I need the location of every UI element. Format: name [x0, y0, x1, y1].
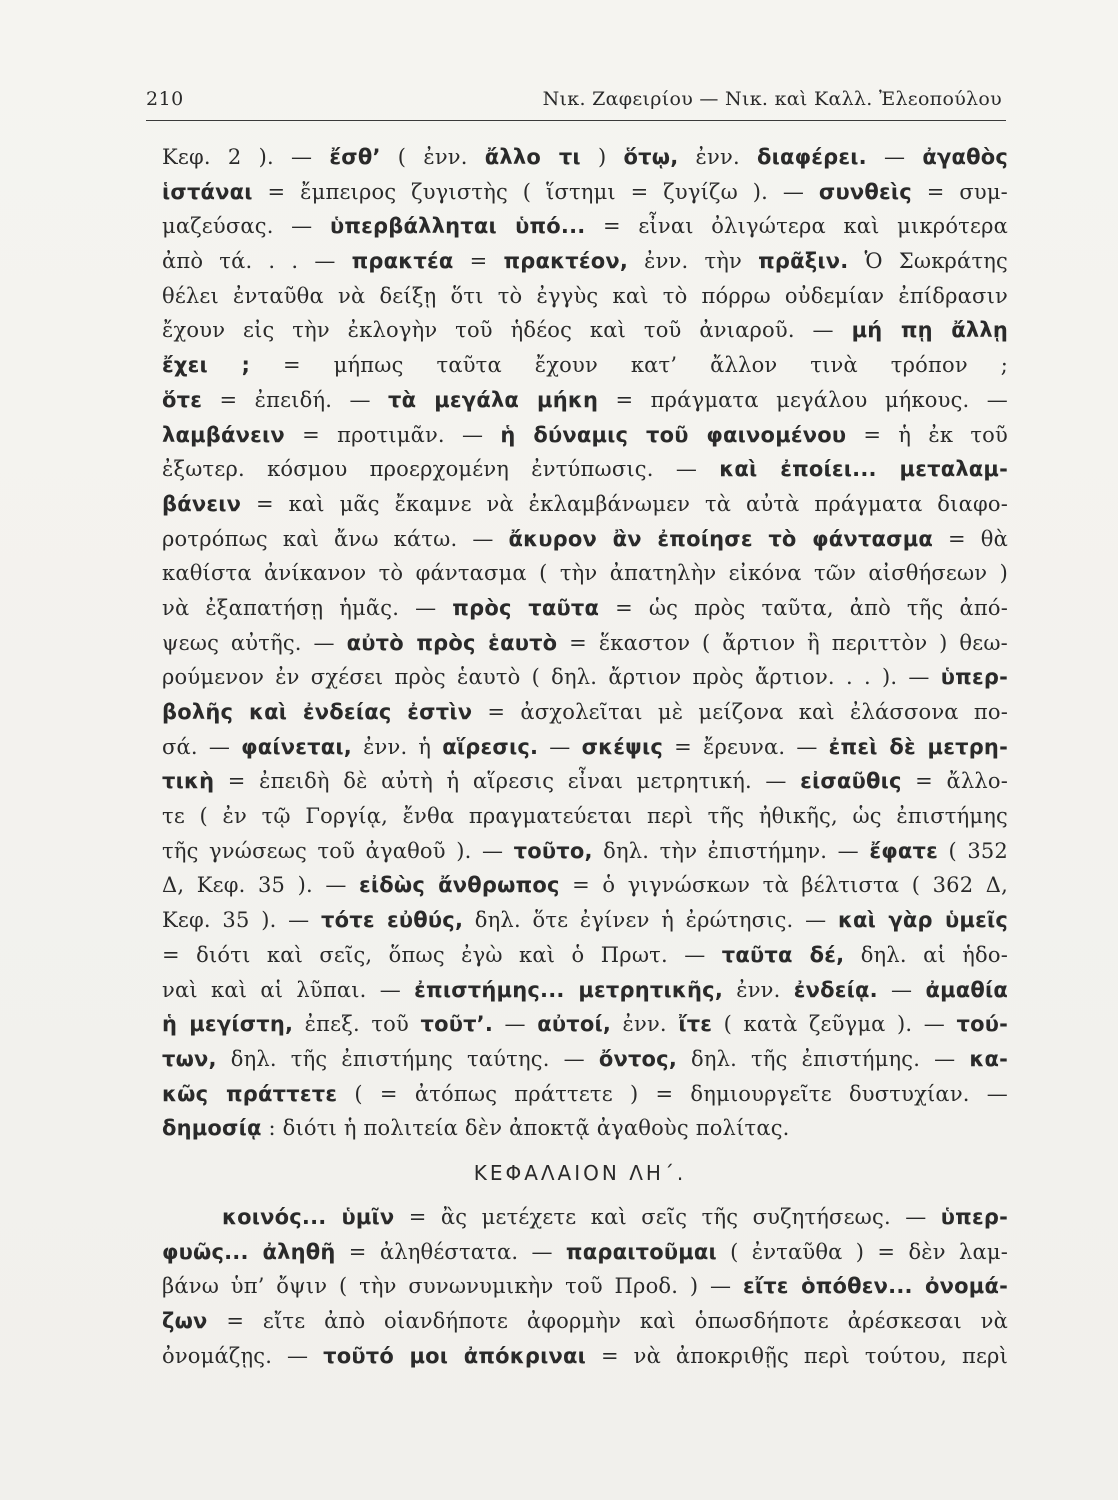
lemma: αἵρεσις. — [442, 734, 539, 759]
gloss-text: ἐνν. τὴν — [628, 249, 759, 274]
gloss-text: ἐπεξ. τοῦ — [293, 1012, 421, 1037]
gloss-text: ψεως αὐτῆς. — — [162, 630, 347, 655]
lemma: ἐπιστήμης... μετρητικῆς, — [414, 977, 724, 1002]
gloss-text: καθίστα ἀνίκανον τὸ φάντασμα ( τὴν ἀπατηλὴν εἰκόνα τῶν αἰσθήσεων ) — [162, 561, 1008, 586]
lemma: πρακτέον, — [503, 249, 629, 274]
text-line — [162, 973, 1008, 1008]
lemma: ἴτε — [678, 1012, 713, 1037]
lemma: μή πῃ ἄλλῃ — [851, 318, 1008, 343]
lemma: ἔχει ; — [162, 353, 251, 378]
gloss-text: ( ἐνταῦθα ) = δὲν λαμ- — [716, 1239, 1008, 1264]
gloss-text: θέλει ἐνταῦθα νὰ δείξῃ ὅτι τὸ ἐγγὺς καὶ τὸ πόρρω οὐδεμίαν ἐπίδρασιν — [162, 283, 1008, 308]
lemma: ζων — [162, 1309, 208, 1333]
text-line — [162, 244, 1008, 279]
gloss-text: = συμ- — [911, 179, 1008, 204]
lemma: βολῆς καὶ ἐνδείας ἐστὶν — [162, 700, 473, 724]
lemma: τοῦτο, — [513, 838, 593, 863]
text-line — [162, 1042, 1008, 1077]
commentary-section-chapter-38 — [162, 1200, 1008, 1373]
gloss-text: = εἶναι ὀλιγώτερα καὶ μικρότερα — [585, 214, 1008, 239]
gloss-text: ναὶ καὶ αἱ λῦπαι. — — [162, 977, 415, 1002]
gloss-text: = ὁ γιγνώσκων τὰ βέλτιστα ( 362 Δ, — [559, 873, 1008, 898]
lemma: ἄλλο τι — [484, 145, 581, 169]
gloss-text: ἐνν. — [723, 977, 794, 1002]
gloss-text: — — [877, 977, 926, 1002]
gloss-text: — — [493, 1012, 538, 1037]
body-text — [162, 140, 1008, 1373]
text-line — [162, 348, 1008, 383]
lemma: ἡ δύναμις τοῦ φαινομένου — [500, 422, 847, 447]
gloss-text: ἔχουν εἰς τὴν ἐκλογὴν τοῦ ἡδέος καὶ τοῦ ἀνιαροῦ. — — [162, 318, 852, 343]
lemma: πρὸς ταῦτα — [452, 595, 600, 620]
lemma: ἀμαθία — [925, 977, 1009, 1002]
gloss-text: — — [866, 145, 923, 169]
text-line — [162, 903, 1008, 938]
lemma: ὑπερ- — [940, 665, 1008, 690]
lemma: ὅτῳ, — [623, 145, 679, 169]
lemma: πρᾶξιν. — [758, 249, 849, 274]
gloss-text: Ὁ Σωκράτης — [848, 249, 1009, 274]
gloss-text: ροτρόπως καὶ ἄνω κάτω. — — [162, 526, 509, 551]
gloss-text: ἐξωτερ. κόσμου προερχομένη ἐντύπωσις. — — [162, 457, 720, 482]
gloss-text: Κεφ. 2 ). — — [162, 145, 330, 169]
gloss-text: ὀνομάζῃς. — — [162, 1343, 324, 1368]
lemma: κα- — [969, 1046, 1008, 1071]
text-line — [162, 556, 1008, 591]
text-line — [162, 418, 1008, 453]
gloss-text: = ἐπειδὴ δὲ αὐτὴ ἡ αἵρεσις εἶναι μετρητική. — — [214, 769, 801, 794]
gloss-text: = ἕκαστον ( ἄρτιον ἢ περιττὸν ) θεω- — [557, 630, 1008, 655]
text-line — [162, 140, 1008, 175]
text-line — [162, 1269, 1008, 1304]
text-line — [162, 730, 1008, 765]
gloss-text: = νὰ ἀποκριθῇς περὶ τούτου, περὶ — [586, 1343, 1008, 1368]
text-line — [162, 1304, 1008, 1339]
gloss-text: — — [538, 734, 582, 759]
lemma: ἐνδείᾳ. — [793, 977, 878, 1002]
chapter-heading: ΚΕΦΑΛΑΙΟΝ ΛΗ΄. — [473, 1160, 687, 1185]
gloss-text: = πράγματα μεγάλου μήκους. — — [598, 387, 1008, 412]
lemma: πρακτέα — [351, 249, 454, 274]
lemma: εἴτε ὁπόθεν... ὀνομά- — [742, 1274, 1009, 1299]
gloss-text: ( ἐνν. — [380, 145, 485, 169]
lemma: τικὴ — [162, 769, 215, 794]
page-header — [146, 84, 1006, 121]
text-line — [162, 487, 1008, 522]
lemma: ἔσθ’ — [329, 145, 381, 169]
text-line — [162, 1077, 1008, 1112]
lemma: φυῶς... ἀληθῆ — [162, 1239, 336, 1264]
lemma: εἰσαῦθις — [800, 769, 902, 794]
lemma: ταῦτα δέ, — [721, 942, 845, 967]
gloss-text: = — [453, 249, 504, 274]
gloss-text: = ἐπειδή. — — [202, 387, 389, 412]
gloss-text: = μήπως ταῦτα ἔχουν κατ’ ἄλλον τινὰ τρόπον ; — [250, 353, 1008, 378]
gloss-text: δηλ. τῆς ἐπιστήμης ταύτης. — — [216, 1046, 599, 1071]
gloss-text: = ἔρευνα. — — [663, 734, 829, 759]
lemma: τού- — [956, 1012, 1009, 1037]
gloss-text: = ὡς πρὸς ταῦτα, ἀπὸ τῆς ἀπό- — [599, 595, 1009, 620]
text-line — [162, 313, 1008, 348]
text-line — [162, 383, 1008, 418]
lemma: λαμβάνειν — [162, 422, 285, 447]
gloss-text: = ἔμπειρος ζυγιστὴς ( ἵστημι = ζυγίζω ). — — [252, 179, 819, 204]
lemma: καὶ ἐποίει... μεταλαμ- — [719, 457, 1008, 482]
gloss-text: ἐνν. ἡ — [351, 734, 443, 759]
gloss-text: = ἀληθέστατα. — — [335, 1239, 566, 1264]
lemma: ἔφατε — [869, 838, 938, 863]
text-line — [162, 591, 1008, 626]
gloss-text: νὰ ἐξαπατήσῃ ἡμᾶς. — — [162, 595, 453, 620]
lemma: συνθεὶς — [818, 179, 912, 204]
lemma: τοῦτ’. — [420, 1012, 494, 1037]
lemma: αὐτὸ πρὸς ἑαυτὸ — [346, 630, 558, 655]
gloss-text: = θὰ — [933, 526, 1009, 551]
lemma: σκέψις — [581, 734, 664, 759]
text-line — [162, 209, 1008, 244]
lemma: ὅτε — [162, 387, 203, 412]
lemma: δημοσίᾳ — [162, 1116, 262, 1141]
gloss-text: δηλ. τὴν ἐπιστήμην. — — [592, 838, 870, 863]
gloss-text: ρούμενον ἐν σχέσει πρὸς ἑαυτὸ ( δηλ. ἄρτιον πρὸς ἄρτιον. . . ). — — [162, 665, 941, 690]
lemma: κῶς πράττετε — [162, 1081, 338, 1106]
gloss-text: βάνω ὑπ’ ὄψιν ( τὴν συνωνυμικὴν τοῦ Προδ. ) — — [162, 1274, 743, 1299]
lemma: ἱστάναι — [162, 179, 253, 204]
lemma: ὄντος, — [598, 1046, 677, 1071]
text-line — [162, 660, 1008, 695]
gloss-text: = ἡ ἐκ τοῦ — [846, 422, 1008, 447]
lemma: κοινός... ὑμῖν — [222, 1204, 395, 1229]
page-number: 210 — [146, 88, 184, 110]
lemma: ἄκυρον ἂν ἐποίησε τὸ φάντασμα — [508, 526, 934, 551]
lemma: τὰ μεγάλα μήκη — [388, 387, 599, 412]
gloss-text: τῆς γνώσεως τοῦ ἀγαθοῦ ). — — [162, 838, 514, 863]
text-line — [162, 695, 1008, 730]
gloss-text: ἐνν. — [611, 1012, 679, 1037]
lemma: αὐτοί, — [537, 1012, 612, 1037]
gloss-text: ἀπὸ τά. . . — — [162, 249, 352, 274]
lemma: ἡ μεγίστη, — [162, 1012, 294, 1037]
gloss-text: = ἄλλο- — [901, 769, 1008, 794]
lemma: ὑπερβάλληται ὑπό... — [329, 214, 586, 239]
gloss-text: = ἂς μετέχετε καὶ σεῖς τῆς συζητήσεως. — — [394, 1204, 941, 1229]
gloss-text: ( 352 — [937, 838, 1008, 863]
text-line — [162, 1235, 1008, 1270]
gloss-text: τε ( ἐν τῷ Γοργίᾳ, ἔνθα πραγματεύεται περὶ τῆς ἠθικῆς, ὡς ἐπιστήμης — [162, 804, 1008, 829]
lemma: παραιτοῦμαι — [565, 1239, 717, 1264]
lemma: φαίνεται, — [241, 734, 352, 759]
lemma: διαφέρει. — [756, 145, 867, 169]
text-line — [162, 1200, 1008, 1235]
text-line — [162, 764, 1008, 799]
text-line — [162, 1007, 1008, 1042]
lemma: των, — [162, 1046, 217, 1071]
text-line — [162, 452, 1008, 487]
gloss-text: Κεφ. 35 ). — — [162, 908, 321, 933]
text-line — [162, 1111, 1008, 1146]
gloss-text: = εἴτε ἀπὸ οἱανδήποτε ἀφορμὴν καὶ ὁπωσδήποτε ἀρέσκεσαι νὰ — [207, 1309, 1008, 1333]
text-line — [162, 834, 1008, 869]
text-line — [162, 626, 1008, 661]
text-line — [162, 799, 1008, 834]
lemma: τότε εὐθύς, — [321, 908, 464, 933]
gloss-text: ) — [580, 145, 624, 169]
gloss-text: = διότι καὶ σεῖς, ὅπως ἐγὼ καὶ ὁ Πρωτ. — — [162, 942, 722, 967]
text-line — [162, 938, 1008, 973]
gloss-text: : διότι ἡ πολιτεία δὲν ἀποκτᾷ ἀγαθοὺς πολίτας. — [261, 1116, 790, 1141]
lemma: ἀγαθὸς — [922, 145, 1009, 169]
gloss-text: δηλ. ὅτε ἐγίνεν ἡ ἐρώτησις. — — [463, 908, 838, 933]
gloss-text: ( = ἀτόπως πράττετε ) = δημιουργεῖτε δυστυχίαν. — — [337, 1081, 1008, 1106]
lemma: ὑπερ- — [940, 1204, 1008, 1229]
gloss-text: μαζεύσας. — — [162, 214, 330, 239]
lemma: καὶ γὰρ ὑμεῖς — [837, 908, 1008, 933]
gloss-text: ἐνν. — [678, 145, 757, 169]
gloss-text: = ἀσχολεῖται μὲ μείζονα καὶ ἐλάσσονα πο- — [472, 700, 1008, 724]
lemma: ἐπεὶ δὲ μετρη- — [828, 734, 1009, 759]
commentary-section — [162, 140, 1008, 1146]
text-line — [162, 522, 1008, 557]
text-line — [162, 175, 1008, 210]
text-line — [162, 868, 1008, 903]
gloss-text: Δ, Κεφ. 35 ). — — [162, 873, 360, 898]
lemma: εἰδὼς ἄνθρωπος — [359, 873, 560, 898]
gloss-text: = προτιμᾶν. — — [284, 422, 501, 447]
gloss-text: ( κατὰ ζεῦγμα ). — — [712, 1012, 957, 1037]
gloss-text: σά. — — [162, 734, 242, 759]
lemma: τοῦτό μοι ἀπόκριναι — [323, 1343, 587, 1368]
gloss-text: = καὶ μᾶς ἔκαμνε νὰ ἐκλαμβάνωμεν τὰ αὐτὰ πράγματα διαφο- — [241, 491, 1008, 516]
lemma: βάνειν — [162, 491, 242, 516]
running-head: Νικ. Ζαφειρίου — Νικ. καὶ Καλλ. Ἐλεοπούλου — [542, 88, 1002, 110]
gloss-text: δηλ. αἱ ἡδο- — [844, 942, 1009, 967]
text-line — [162, 279, 1008, 314]
text-line — [162, 1339, 1008, 1374]
gloss-text: δηλ. τῆς ἐπιστήμης. — — [677, 1046, 970, 1071]
